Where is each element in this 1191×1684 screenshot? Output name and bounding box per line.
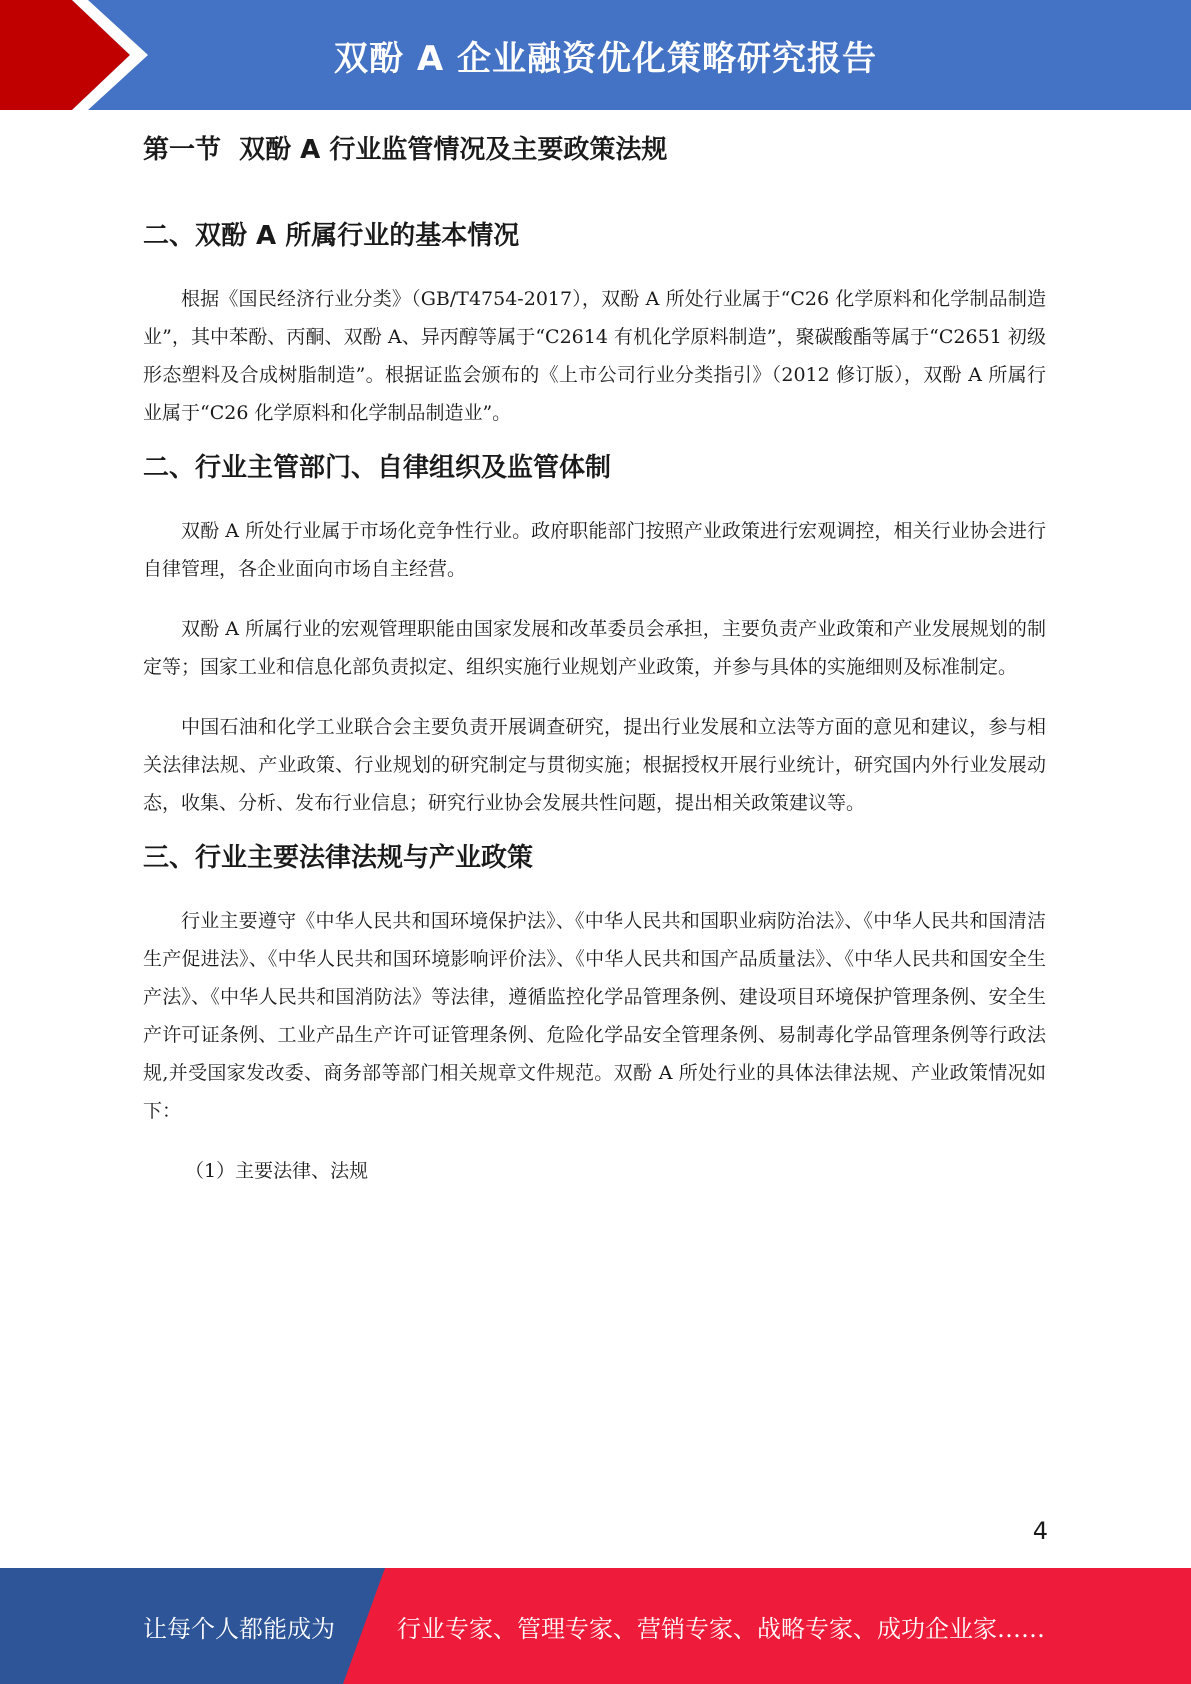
paragraph: 双酚 A 所处行业属于市场化竞争性行业。政府职能部门按照产业政策进行宏观调控，相关行业协会进行自律管理，各企业面向市场自主经营。 bbox=[143, 520, 1046, 580]
footer-slogan-left: 让每个人都能成为 bbox=[143, 1614, 335, 1643]
page-number: 4 bbox=[1032, 1517, 1048, 1545]
report-title: 双酚 A 企业融资优化策略研究报告 bbox=[334, 38, 877, 79]
footer-banner bbox=[0, 1568, 1191, 1684]
sub-item: （1）主要法律、法规 bbox=[185, 1160, 369, 1182]
paragraph: 根据《国民经济行业分类》（GB/T4754-2017），双酚 A 所处行业属于“C26 化学原料和化学制品制造业”，其中苯酚、丙酮、双酚 A、异丙醇等属于“C2614 有机化学原料制造”，聚碳酸酯等属于“C2651 初级形态塑料及合成树脂制造”。根据证监会颁布的《上市公司行业分类指引》（2012 修订版），双酚 A 所属行业属于“C26 化学原料和化学制品制造业”。 bbox=[143, 288, 1046, 424]
heading-regulatory-bodies: 二、行业主管部门、自律组织及监管体制 bbox=[143, 453, 612, 483]
heading-basic-info: 二、双酚 A 所属行业的基本情况 bbox=[143, 221, 520, 251]
heading-laws-policies: 三、行业主要法律法规与产业政策 bbox=[143, 843, 534, 873]
paragraph: 行业主要遵守《中华人民共和国环境保护法》、《中华人民共和国职业病防治法》、《中华人民共和国清洁生产促进法》、《中华人民共和国环境影响评价法》、《中华人民共和国产品质量法》、《中华人民共和国安全生产法》、《中华人民共和国消防法》等法律，遵循监控化学品管理条例、建设项目环境保护管理条例、安全生产许可证条例、工业产品生产许可证管理条例、危险化学品安全管理条例、易制毒化学品管理条例等行政法规,并受国家发改委、商务部等部门相关规章文件规范。双酚 A 所处行业的具体法律法规、产业政策情况如下： bbox=[143, 910, 1046, 1122]
document-body bbox=[143, 128, 1046, 1190]
section-title: 第一节 双酚 A 行业监管情况及主要政策法规 bbox=[143, 135, 668, 165]
footer-slogan-right: 行业专家、管理专家、营销专家、战略专家、成功企业家…… bbox=[397, 1614, 1045, 1643]
paragraph: 中国石油和化学工业联合会主要负责开展调查研究，提出行业发展和立法等方面的意见和建议，参与相关法律法规、产业政策、行业规划的研究制定与贯彻实施；根据授权开展行业统计，研究国内外行业发展动态，收集、分析、发布行业信息；研究行业协会发展共性问题，提出相关政策建议等。 bbox=[143, 716, 1046, 814]
paragraph: 双酚 A 所属行业的宏观管理职能由国家发展和改革委员会承担，主要负责产业政策和产业发展规划的制定等；国家工业和信息化部负责拟定、组织实施行业规划产业政策，并参与具体的实施细则及标准制定。 bbox=[143, 618, 1046, 678]
header-banner bbox=[0, 0, 1191, 110]
